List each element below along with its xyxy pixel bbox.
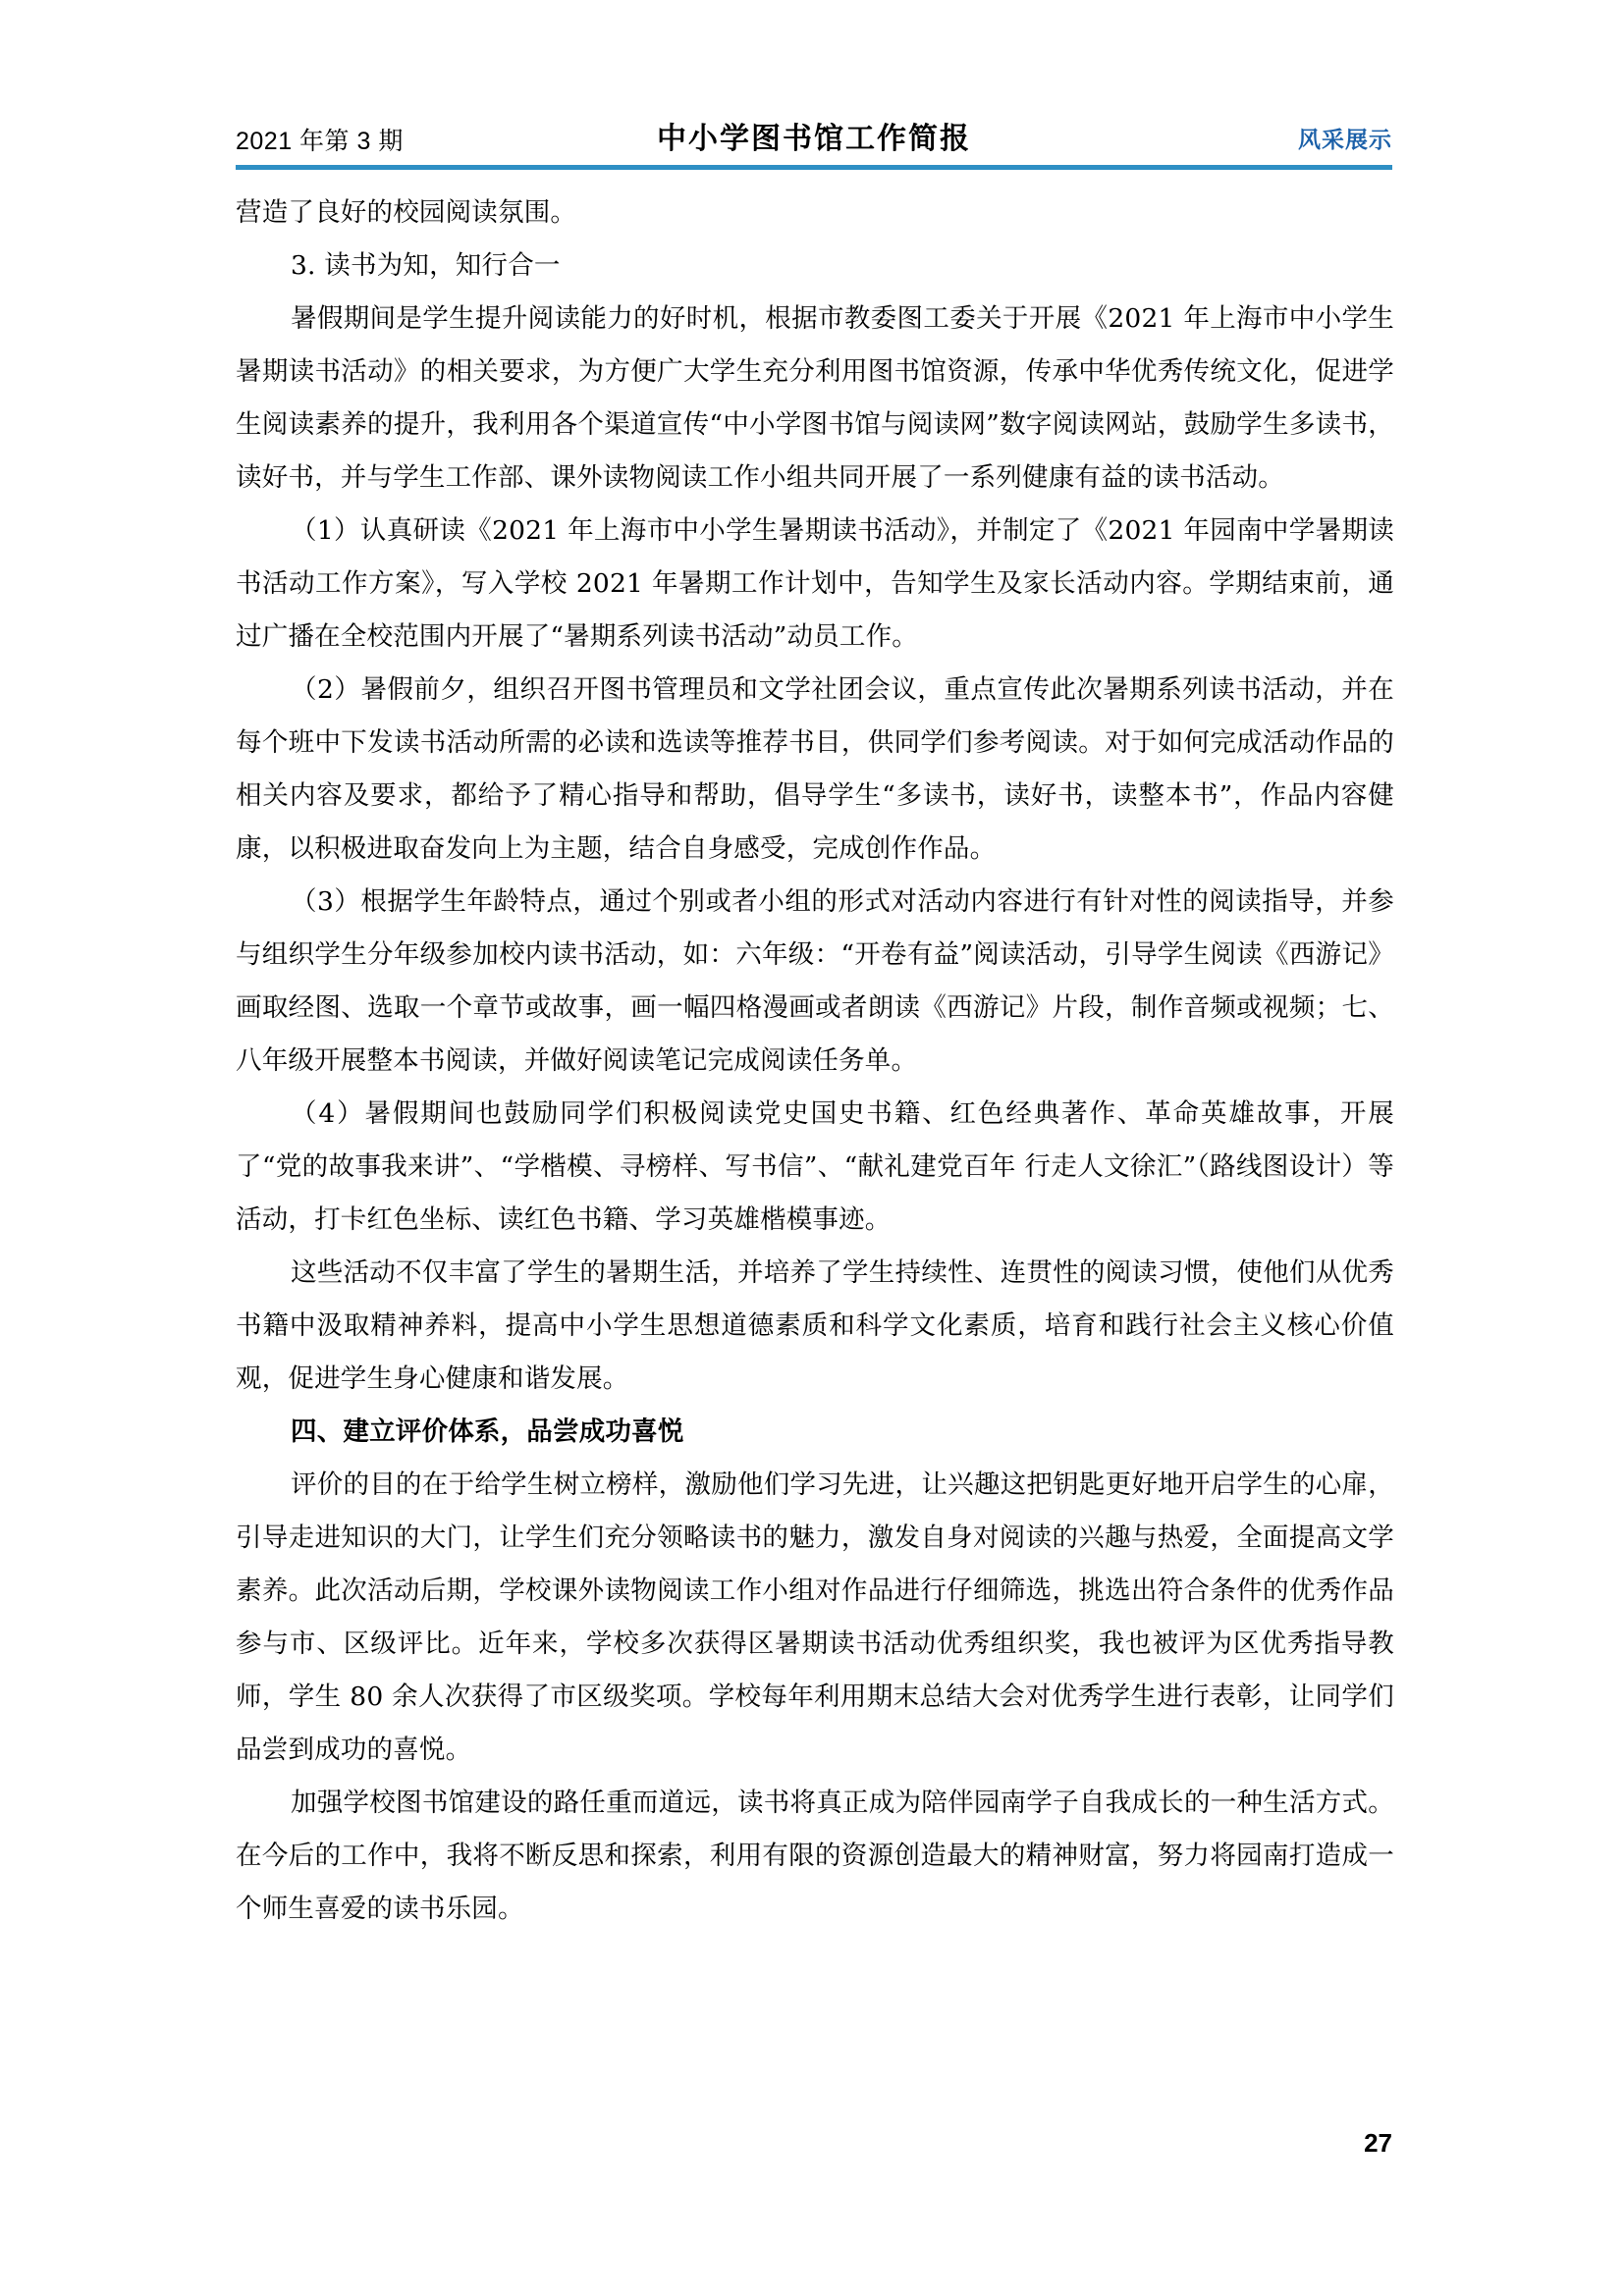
header-divider: [236, 165, 1392, 170]
section-heading: 四、建立评价体系，品尝成功喜悦: [291, 1416, 684, 1447]
page-number: 27: [1364, 2128, 1392, 2158]
paragraph: （4）暑假期间也鼓励同学们积极阅读党史国史书籍、红色经典著作、革命英雄故事，开展了“党的故事我来讲”、“学楷模、寻榜样、写书信”、“献礼建党百年 行走人文徐汇”（路线图设计）等活动，打卡红色坐标、读红色书籍、学习英雄楷模事迹。: [236, 1098, 1394, 1235]
paragraph: 加强学校图书馆建设的路任重而道远，读书将真正成为陪伴园南学子自我成长的一种生活方式。在今后的工作中，我将不断反思和探索，利用有限的资源创造最大的精神财富，努力将园南打造成一个师生喜爱的读书乐园。: [236, 1788, 1394, 1924]
header-issue: 2021 年第 3 期: [236, 128, 404, 155]
paragraph: 暑假期间是学生提升阅读能力的好时机，根据市教委图工委关于开展《2021 年上海市中小学生暑期读书活动》的相关要求，为方便广大学生充分利用图书馆资源，传承中华优秀传统文化，促进学生阅读素养的提升，我利用各个渠道宣传“中小学图书馆与阅读网”数字阅读网站，鼓励学生多读书，读好书，并与学生工作部、课外读物阅读工作小组共同开展了一系列健康有益的读书活动。: [236, 303, 1394, 493]
paragraph: 3. 读书为知，知行合一: [291, 250, 561, 281]
paragraph: （3）根据学生年龄特点，通过个别或者小组的形式对活动内容进行有针对性的阅读指导，并参与组织学生分年级参加校内读书活动，如：六年级：“开卷有益”阅读活动，引导学生阅读《西游记》画取经图、选取一个章节或故事，画一幅四格漫画或者朗读《西游记》片段，制作音频或视频；七、八年级开展整本书阅读，并做好阅读笔记完成阅读任务单。: [236, 886, 1394, 1076]
paragraph: （2）暑假前夕，组织召开图书管理员和文学社团会议，重点宣传此次暑期系列读书活动，并在每个班中下发读书活动所需的必读和选读等推荐书目，供同学们参考阅读。对于如何完成活动作品的相关内容及要求，都给予了精心指导和帮助，倡导学生“多读书，读好书，读整本书”，作品内容健康，以积极进取奋发向上为主题，结合自身感受，完成创作作品。: [236, 674, 1394, 864]
page-header: [236, 108, 1392, 167]
paragraph: 评价的目的在于给学生树立榜样，激励他们学习先进，让兴趣这把钥匙更好地开启学生的心扉，引导走进知识的大门，让学生们充分领略读书的魅力，激发自身对阅读的兴趣与热爱，全面提高文学素养。此次活动后期，学校课外读物阅读工作小组对作品进行仔细筛选，挑选出符合条件的优秀作品参与市、区级评比。近年来，学校多次获得区暑期读书活动优秀组织奖，我也被评为区优秀指导教师，学生 80 余人次获得了市区级奖项。学校每年利用期末总结大会对优秀学生进行表彰，让同学们品尝到成功的喜悦。: [236, 1469, 1394, 1765]
header-section: 风采展示: [1298, 127, 1392, 152]
paragraph: 营造了良好的校园阅读氛围。: [236, 197, 577, 228]
document-body: [236, 187, 1394, 1936]
paragraph: （1）认真研读《2021 年上海市中小学生暑期读书活动》，并制定了《2021 年园南中学暑期读书活动工作方案》，写入学校 2021 年暑期工作计划中，告知学生及家长活动内容。学期结束前，通过广播在全校范围内开展了“暑期系列读书活动”动员工作。: [236, 515, 1394, 652]
paragraph: 这些活动不仅丰富了学生的暑期生活，并培养了学生持续性、连贯性的阅读习惯，使他们从优秀书籍中汲取精神养料，提高中小学生思想道德素质和科学文化素质，培育和践行社会主义核心价值观，促进学生身心健康和谐发展。: [236, 1257, 1394, 1394]
header-title: 中小学图书馆工作简报: [657, 122, 971, 156]
